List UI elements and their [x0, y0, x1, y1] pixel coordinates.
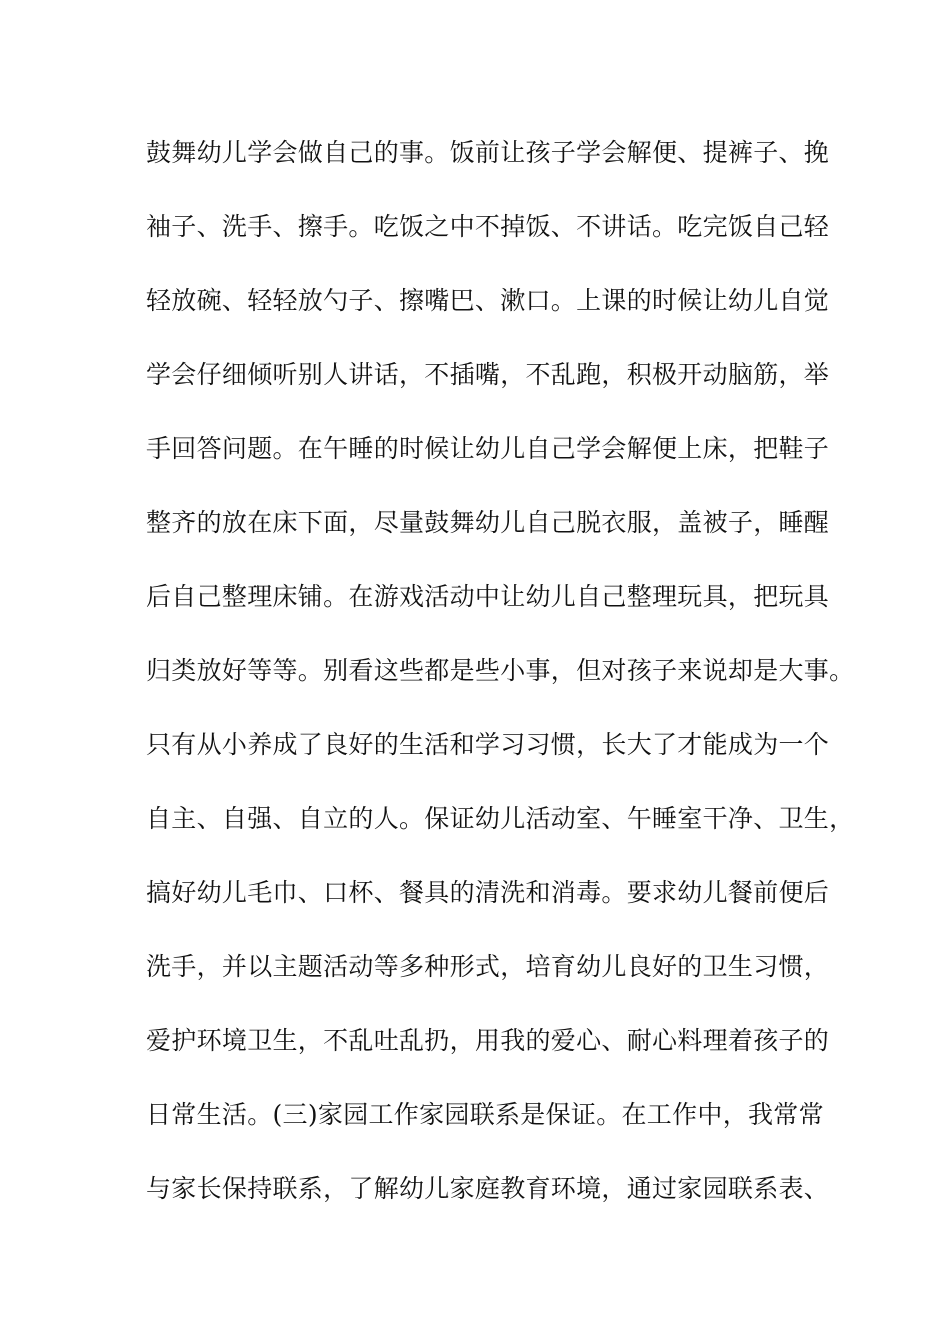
text-line-14: 日常生活。(三)家园工作家园联系是保证。在工作中，我常常: [146, 1100, 824, 1129]
text-line-6: 整齐的放在床下面，尽量鼓舞幼儿自己脱衣服，盖被子，睡醒: [146, 508, 830, 537]
text-line-15: 与家长保持联系，了解幼儿家庭教育环境，通过家园联系表、: [146, 1174, 830, 1203]
body-paragraph: [146, 133, 855, 1243]
text-line-10: 自主、自强、自立的人。保证幼儿活动室、午睡室干净、卫生，: [146, 804, 855, 833]
text-line-11: 搞好幼儿毛巾、口杯、餐具的清洗和消毒。要求幼儿餐前便后: [146, 878, 830, 907]
text-line-4: 学会仔细倾听别人讲话，不插嘴，不乱跑，积极开动脑筋，举: [146, 360, 830, 389]
text-line-7: 后自己整理床铺。在游戏活动中让幼儿自己整理玩具，把玩具: [146, 582, 830, 611]
text-line-2: 袖子、洗手、擦手。吃饭之中不掉饭、不讲话。吃完饭自己轻: [146, 212, 830, 241]
text-line-3: 轻放碗、轻轻放勺子、擦嘴巴、漱口。上课的时候让幼儿自觉: [146, 286, 830, 315]
text-line-12: 洗手，并以主题活动等多种形式，培育幼儿良好的卫生习惯，: [146, 952, 830, 981]
text-line-5: 手回答问题。在午睡的时候让幼儿自己学会解便上床，把鞋子: [146, 434, 830, 463]
text-line-9: 只有从小养成了良好的生活和学习习惯，长大了才能成为一个: [146, 730, 830, 759]
text-line-8: 归类放好等等。别看这些都是些小事，但对孩子来说却是大事。: [146, 656, 855, 685]
text-line-13: 爱护环境卫生，不乱吐乱扔，用我的爱心、耐心料理着孩子的: [146, 1026, 830, 1055]
text-line-1: 鼓舞幼儿学会做自己的事。饭前让孩子学会解便、提裤子、挽: [146, 138, 830, 167]
